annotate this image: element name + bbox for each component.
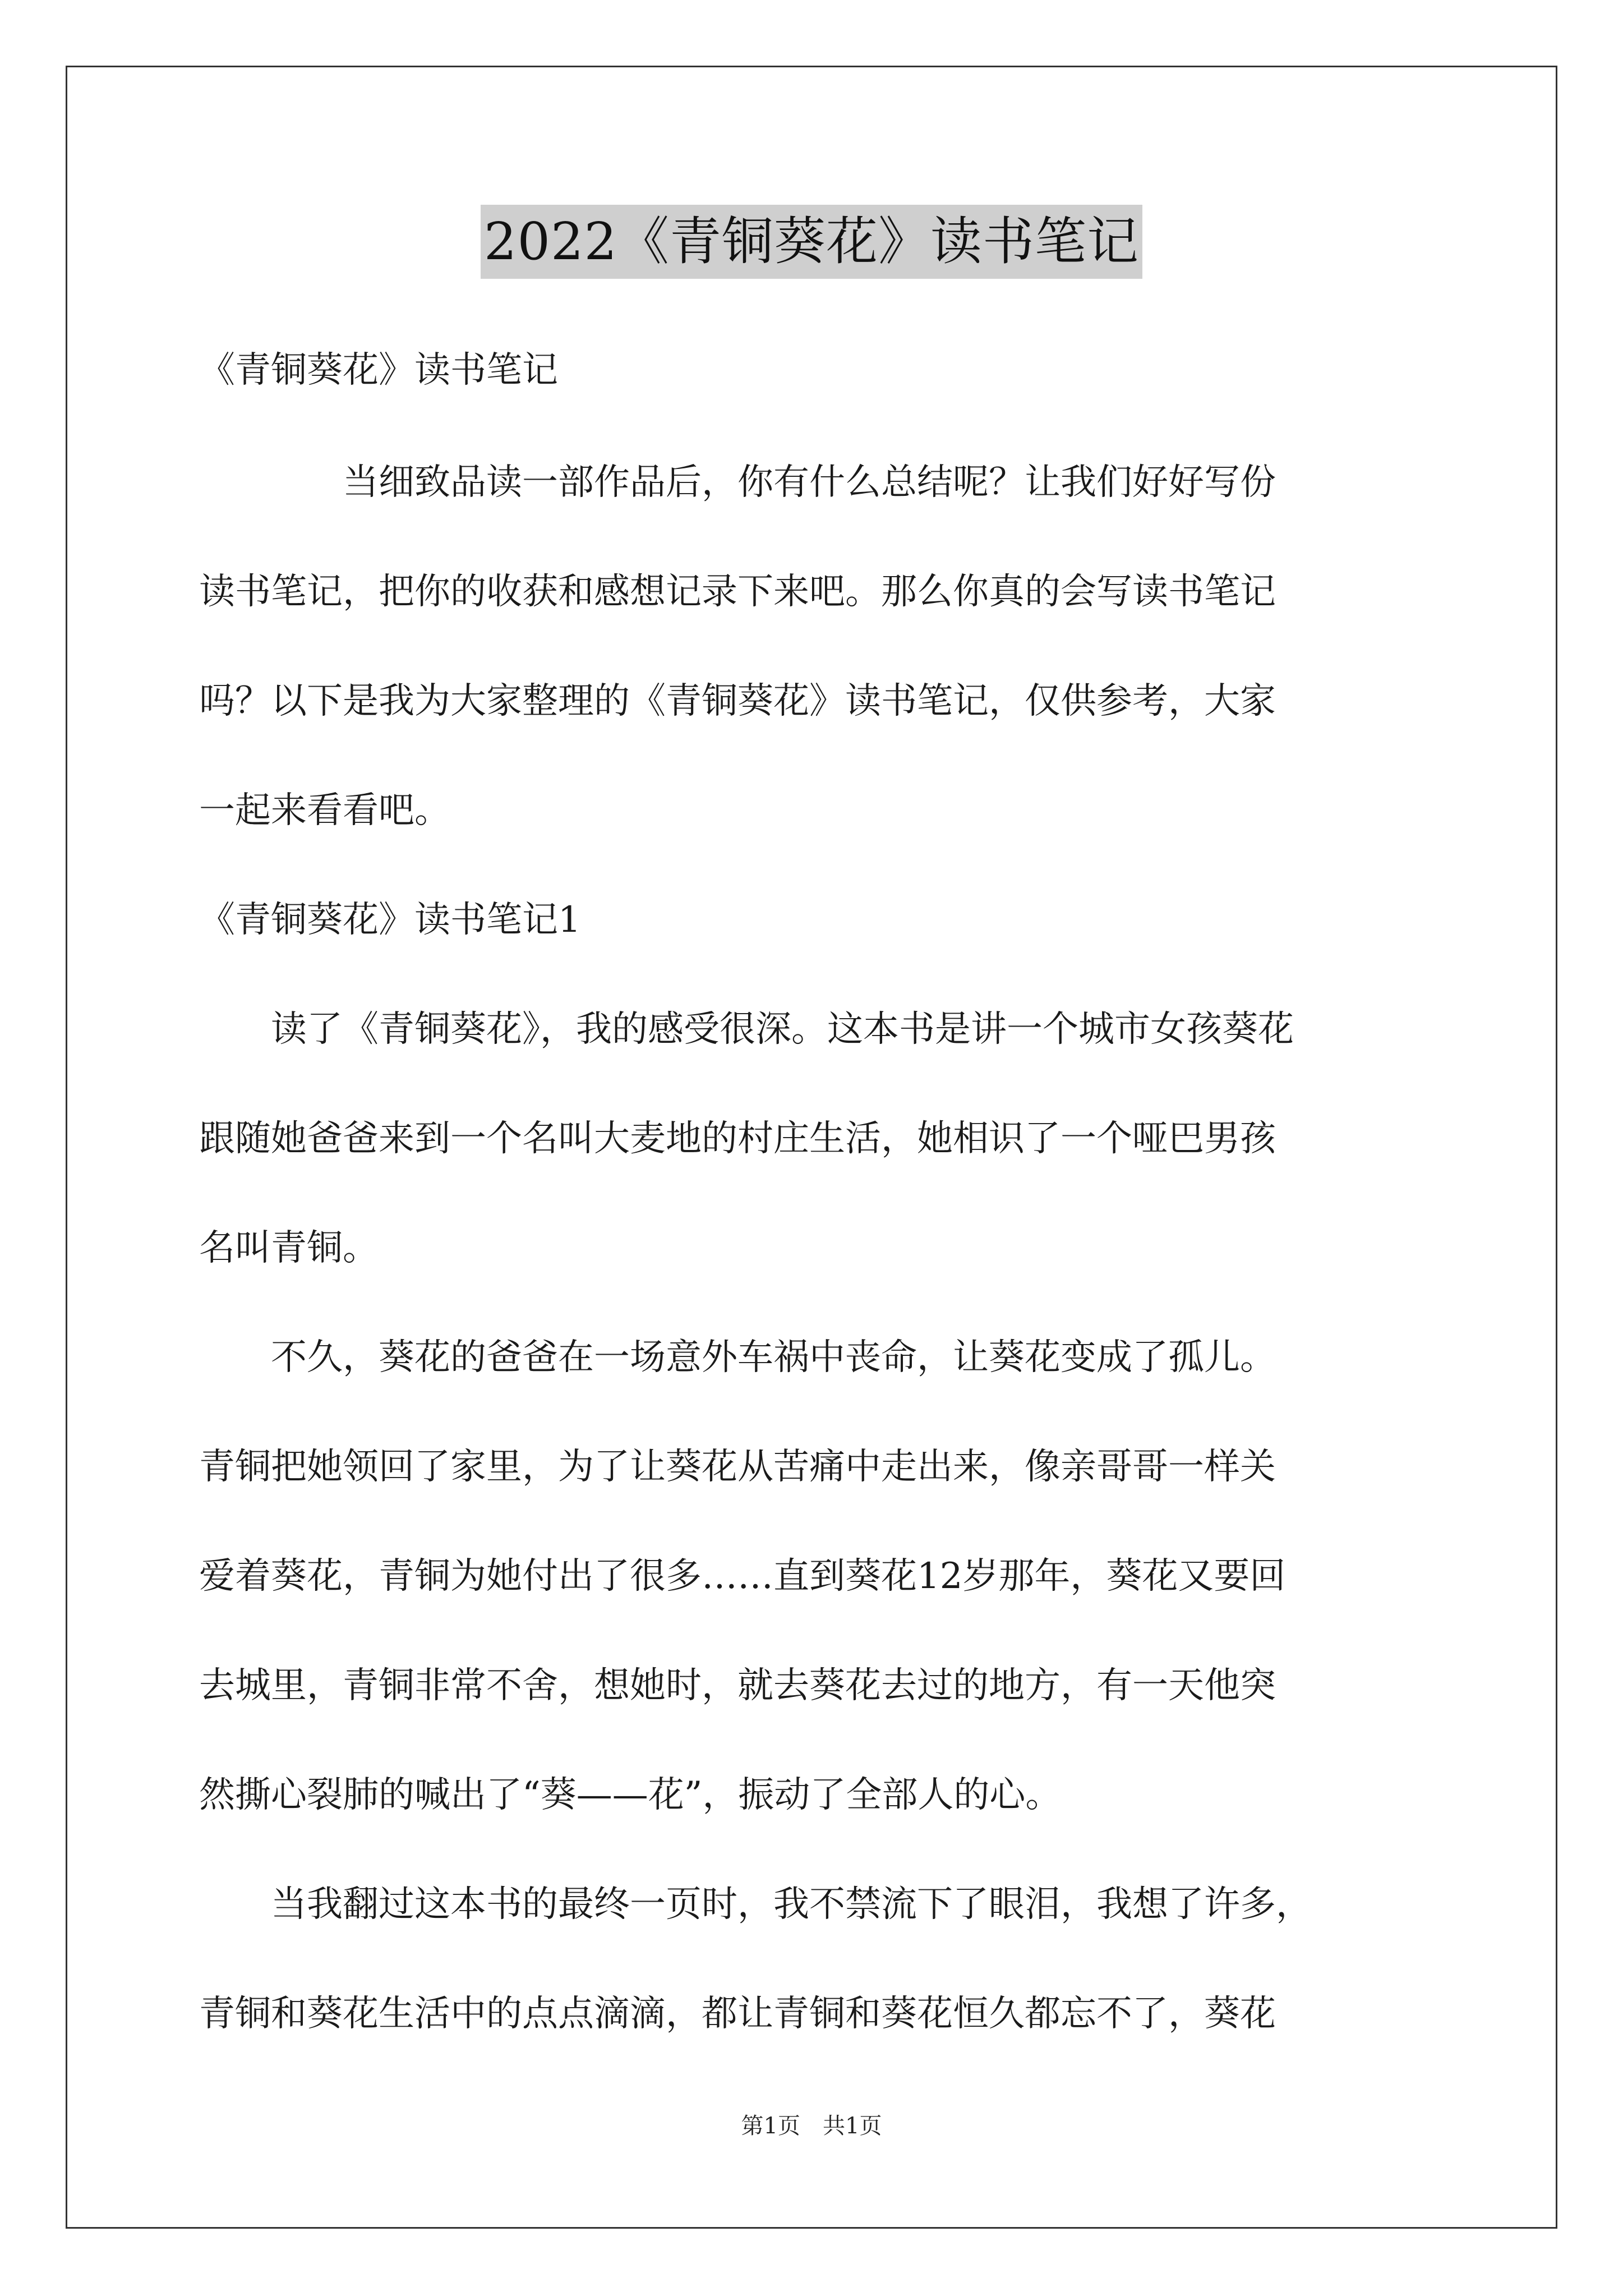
text-line: 爱着葵花，青铜为她付出了很多……直到葵花12岁那年，葵花又要回 bbox=[199, 1556, 1286, 1597]
text-line: 当细致品读一部作品后，你有什么总结呢？让我们好好写份 bbox=[199, 462, 1276, 503]
page-footer: 第1页 共1页 bbox=[741, 2113, 882, 2139]
text-line: 一起来看看吧。 bbox=[199, 790, 450, 831]
text-line: 读了《青铜葵花》，我的感受很深。这本书是讲一个城市女孩葵花 bbox=[199, 1009, 1294, 1050]
text-line: 然撕心裂肺的喊出了“葵——花”，振动了全部人的心。 bbox=[199, 1774, 1062, 1816]
text-line: 青铜和葵花生活中的点点滴滴，都让青铜和葵花恒久都忘不了，葵花 bbox=[199, 1993, 1276, 2035]
title-container bbox=[0, 205, 1623, 279]
text-line: 不久，葵花的爸爸在一场意外车祸中丧命，让葵花变成了孤儿。 bbox=[199, 1337, 1276, 1378]
text-line: 名叫青铜。 bbox=[199, 1227, 379, 1269]
document-title: 2022《青铜葵花》读书笔记 bbox=[481, 205, 1142, 279]
subtitle-line: 《青铜葵花》读书笔记 bbox=[199, 349, 558, 391]
text-line: 跟随她爸爸来到一个名叫大麦地的村庄生活，她相识了一个哑巴男孩 bbox=[199, 1118, 1276, 1159]
text-line: 读书笔记，把你的收获和感想记录下来吧。那么你真的会写读书笔记 bbox=[199, 571, 1276, 613]
text-line: 去城里，青铜非常不舍，想她时，就去葵花去过的地方，有一天他突 bbox=[199, 1665, 1276, 1706]
text-line: 吗？以下是我为大家整理的《青铜葵花》读书笔记，仅供参考，大家 bbox=[199, 680, 1276, 722]
text-line: 当我翻过这本书的最终一页时，我不禁流下了眼泪，我想了许多， bbox=[199, 1884, 1312, 1925]
section-heading: 《青铜葵花》读书笔记1 bbox=[199, 899, 581, 941]
text-line: 青铜把她领回了家里，为了让葵花从苦痛中走出来，像亲哥哥一样关 bbox=[199, 1446, 1276, 1488]
